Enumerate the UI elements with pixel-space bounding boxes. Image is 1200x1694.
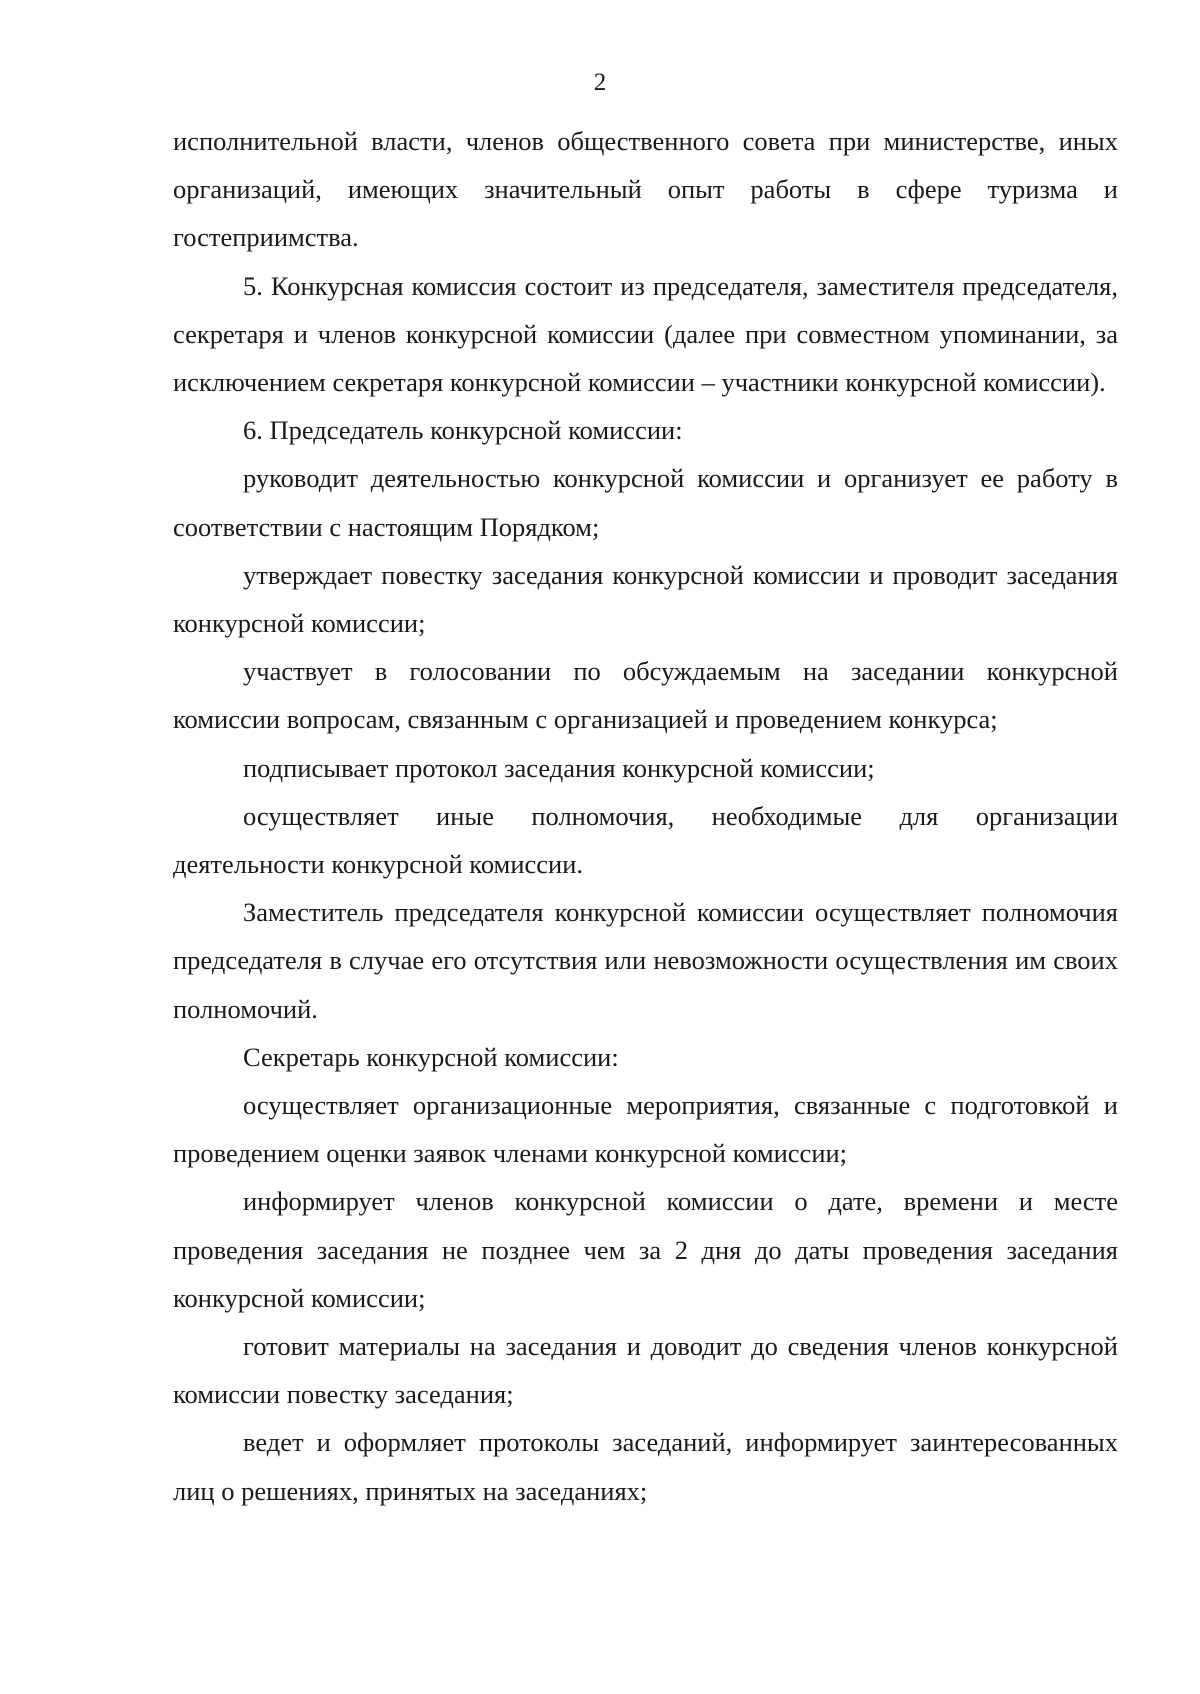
paragraph-item-6-heading: 6. Председатель конкурсной комиссии:	[243, 415, 683, 446]
chairman-duty-agenda: утверждает повестку заседания конкурсной комиссии и проводит заседания конкурсной комиссии;	[173, 559, 1118, 639]
paragraph-continuation: исполнительной власти, членов общественного совета при министерстве, иных организаций, имеющих значительный опыт работы в сфере туризма и гостеприимства.	[173, 126, 1118, 253]
chairman-duty-other: осуществляет иные полномочия, необходимые для организации деятельности конкурсной комиссии.	[173, 800, 1118, 880]
chairman-duty-sign: подписывает протокол заседания конкурсной комиссии;	[243, 752, 875, 783]
secretary-duty-materials: готовит материалы на заседания и доводит до сведения членов конкурсной комиссии повестку заседания;	[173, 1331, 1118, 1410]
document-body	[173, 117, 1118, 1515]
paragraph-item-5: 5. Конкурсная комиссия состоит из председателя, заместителя председателя, секретаря и членов конкурсной комиссии (далее при совместном упоминании, за исключением секретаря конкурсной комиссии – участники конкурсной комиссии).	[173, 270, 1118, 398]
page-number: 2	[593, 69, 607, 96]
secretary-duty-protocols: ведет и оформляет протоколы заседаний, информирует заинтересованных лиц о решениях, принятых на заседаниях;	[173, 1427, 1118, 1506]
secretary-heading: Секретарь конкурсной комиссии:	[243, 1041, 619, 1072]
deputy-chairman-paragraph: Заместитель председателя конкурсной комиссии осуществляет полномочия председателя в случае его отсутствия или невозможности осуществления им своих полномочий.	[173, 897, 1118, 1024]
secretary-duty-inform: информирует членов конкурсной комиссии о дате, времени и месте проведения заседания не позднее чем за 2 дня до даты проведения заседания конкурсной комиссии;	[173, 1186, 1118, 1313]
secretary-duty-organize: осуществляет организационные мероприятия, связанные с подготовкой и проведением оценки заявок членами конкурсной комиссии;	[173, 1090, 1118, 1169]
chairman-duty-manage: руководит деятельностью конкурсной комиссии и организует ее работу в соответствии с настоящим Порядком;	[173, 463, 1118, 542]
chairman-duty-voting: участвует в голосовании по обсуждаемым на заседании конкурсной комиссии вопросам, связанным с организацией и проведением конкурса;	[173, 656, 1118, 735]
